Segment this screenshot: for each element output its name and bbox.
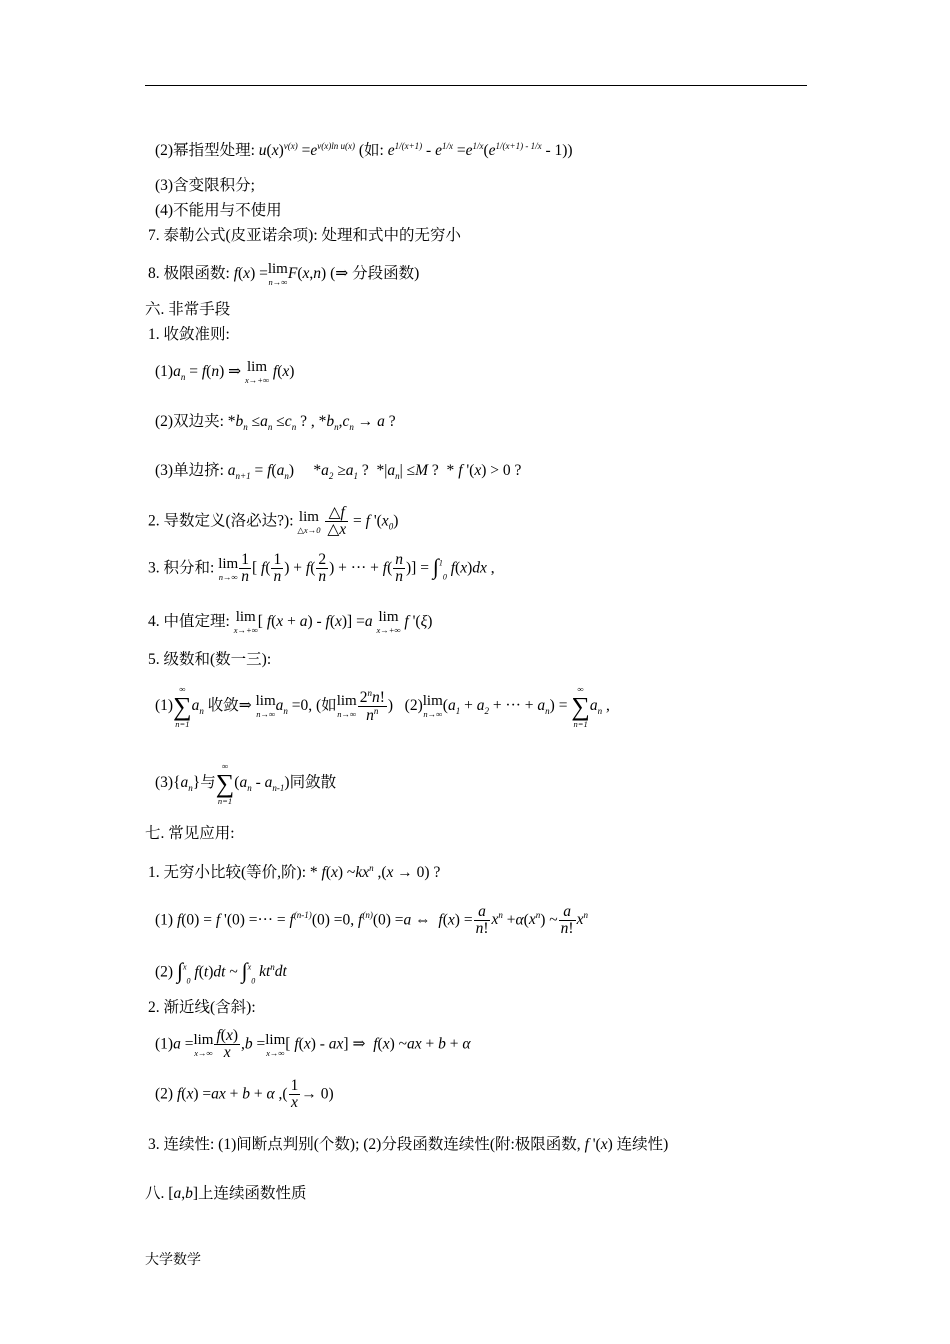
line-taylor-order: (1) f(0) = f '(0) =··· = $f^{(n-1)}(0) =0$, $f^{(n)}(0) =a$ ⇔ f(x) = $\frac{a}{n!}$ $x^n +\alpha(x^n)$ ~ $\frac{a}{n!}$ $x^n$ [155,903,588,938]
header-rule [145,85,807,86]
line-asymptote-coefficients: (1)a = lim x→∞ $\frac{f(x)}{x}$ ,b = lim x→∞ [ f(x) - ax] ⇒ f(x) ~ax + b + α [155,1027,471,1062]
line-series-convergence: (1) ∞ ∑ n=1 $a_n$ 收敛⇒ lim n→∞ $a_n =0$, (如 lim n→∞ $\frac{2^nn!}{n^n}$ ) (2) lim n→∞ ($a_1 + a_2$ + ··· + $a_n$) = ∞ ∑ n=1 $a_n$ , [155,684,610,729]
line-series-sum: 5. 级数和(数一三): [148,651,272,668]
line-integral-sum: 3. 积分和: lim n→∞ $\frac{1}{n}$ [ f( $\frac{1}{n}$ ) + f( $\frac{2}{n}$ ) + ··· + f( $\frac{n}{n}$ )] = ∫$^1_0$ f(x)dx , [148,551,495,586]
line-infinitesimal-comparison: 1. 无穷小比较(等价,阶): * f(x) $\sim kx^n$ ,(x → 0) ? [148,863,441,882]
line-power-exponent: (2)幂指型处理: $u(x)^{v(x)} =e^{v(x)ln u(x)}$ (如: $e^{1/(x+1)} - e^{1/x} =e^{1/x}(e^{1/(x+1) - 1/x} - 1)$) [155,141,573,160]
line-integral-equivalence: (2) ∫$^x_0$ f(t)dt ~ ∫$^x_0$ $kt^ndt$ [155,958,287,986]
line-variable-integral: (3)含变限积分; [155,177,255,194]
line-asymptote-form: (2) f(x) =ax + b + α ,( $\frac{1}{x}$ → 0) [155,1077,334,1112]
line-continuity: 3. 连续性: (1)间断点判别(个数); (2)分段函数连续性(附:极限函数, f '(x) 连续性) [148,1136,669,1153]
line-sequence-function: $(1)a_n = f(n)$ ⇒ lim x→+∞ f(x) [155,359,295,385]
line-mean-value: 4. 中值定理: lim x→+∞ [ f(x + a) - f(x)] =a lim x→+∞ f '(ξ) [148,609,433,635]
line-series-equiconvergence: $(3)\{a_n\}$与 ∞ ∑ n=1 $(a_n - a_{n-1})$同敛散 [155,761,337,806]
line-monotone: (3)单边挤: $a_{n+1} = f(a_n)$ $*a_2 \ge a_1$ ? $*|a_n| \le M$ ? * f '(x) > 0 ? [155,462,522,482]
heading-section-6: 六. 非常手段 [145,301,231,318]
line-derivative-definition: 2. 导数定义(洛必达?): lim △x→0 $\frac{\triangle f}{\triangle x}$ = f '$(x_0)$ [148,504,399,539]
line-do-not-use: (4)不能用与不使用 [155,202,282,219]
line-taylor: 7. 泰勒公式(皮亚诺余项): 处理和式中的无穷小 [148,227,462,244]
line-squeeze: (2)双边夹: $*b_n \le a_n \le c_n$ ? , $*b_n,c_n \to a$ ? [155,413,396,433]
line-limit-function: 8. 极限函数: f(x) = lim n→∞ F(x,n) (⇒ 分段函数) [148,261,420,287]
heading-section-7: 七. 常见应用: [145,825,235,842]
line-asymptote: 2. 渐近线(含斜): [148,999,256,1016]
heading-section-8: 八. [a,b]上连续函数性质 [145,1185,307,1202]
line-convergence-criteria: 1. 收敛准则: [148,326,230,343]
page-footer: 大学数学 [145,1253,201,1268]
